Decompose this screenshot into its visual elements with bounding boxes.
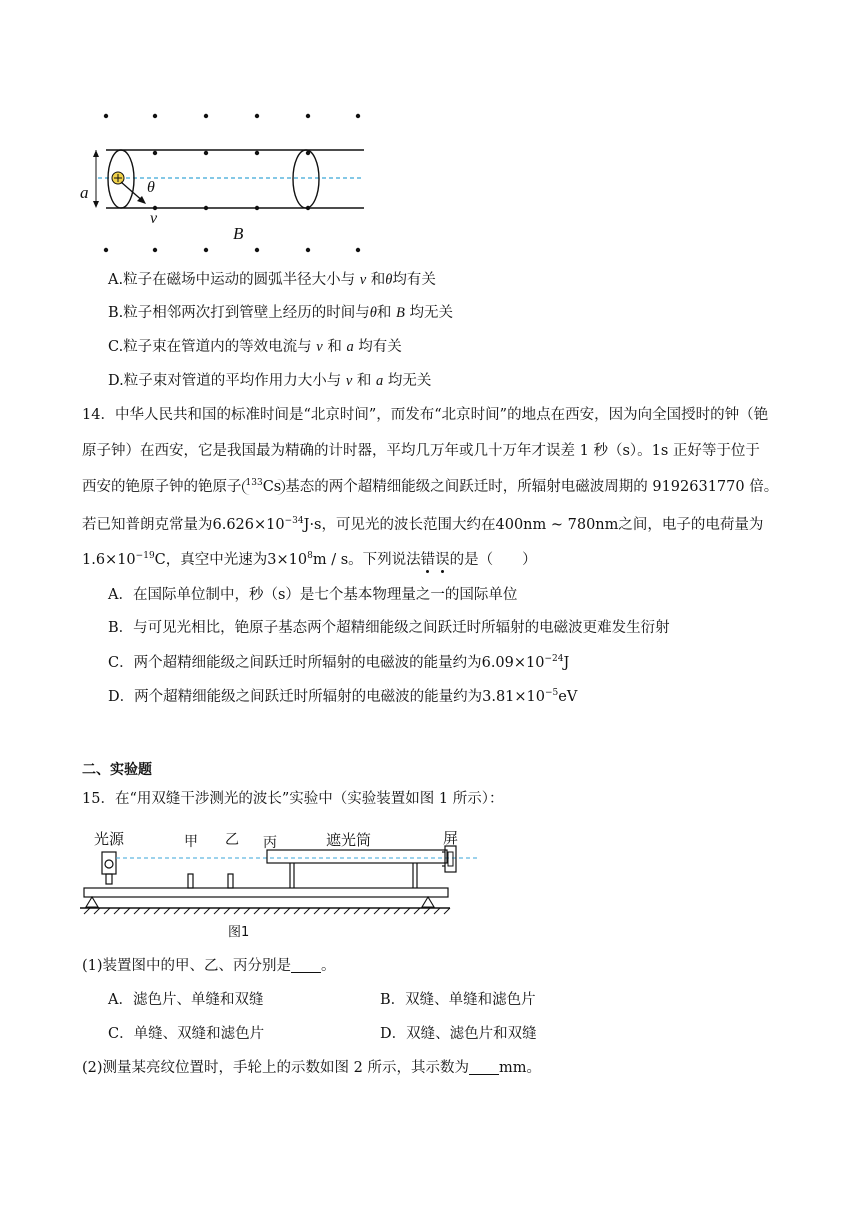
q14-line-4: 若已知普朗克常量为$6.626\times 10^{-34}J\cdot s$，可见光的波长范围大约在400nm ~ 780nm之间，电子的电荷量为	[82, 516, 764, 533]
q15-option-b: B．双缝、单缝和滤色片	[380, 992, 536, 1008]
section-heading: 二、实验题	[82, 762, 152, 778]
magnetic-pipe-figure	[70, 98, 380, 258]
q14-option-b: B．与可见光相比，铯原子基态两个超精细能级之间跃迁时所辐射的电磁波更难发生衍射	[108, 620, 670, 636]
label-B: B	[233, 224, 244, 243]
q13-option-b: B.粒子相邻两次打到管壁上经历的时间与θ和 B 均无关	[108, 305, 453, 321]
q13-option-a: A.粒子在磁场中运动的圆弧半径大小与 v 和θ均有关	[108, 272, 436, 288]
q15-option-a: A．滤色片、单缝和双缝	[108, 992, 264, 1008]
q14-option-a: A．在国际单位制中，秒（s）是七个基本物理量之一的国际单位	[108, 587, 518, 603]
q13-option-d: D.粒子束对管道的平均作用力大小与 v 和 a 均无关	[108, 373, 432, 389]
answer-blank-2[interactable]	[469, 1060, 499, 1075]
q14-line-2: 原子钟）在西安，它是我国最为精确的计时器，平均几万年或几十万年才误差 1 秒（s）。1s 正好等于位于	[82, 443, 760, 459]
q15-option-d: D．双缝、滤色片和双缝	[380, 1026, 537, 1042]
answer-blank-1[interactable]	[291, 958, 321, 973]
field-dots	[104, 114, 360, 252]
q15-option-c: C．单缝、双缝和滤色片	[108, 1026, 265, 1042]
double-slit-apparatus-figure	[80, 822, 490, 944]
label-v: v	[150, 210, 158, 227]
label-tube: 遮光筒	[326, 831, 372, 849]
label-jia: 甲	[184, 834, 198, 850]
label-a: a	[80, 183, 89, 202]
q14-option-d: D．两个超精细能级之间跃迁时所辐射的电磁波的能量约为$3.81\times 10^{-5}eV$	[108, 688, 578, 705]
q15-sub1: (1)装置图中的甲、乙、丙分别是 。	[82, 958, 336, 974]
q13-option-c: C.粒子束在管道内的等效电流与 v 和 a 均有关	[108, 339, 402, 355]
cesium-isotope: $^{133}$Cs	[242, 479, 286, 495]
label-screen: 屏	[443, 829, 459, 847]
q14-option-c: C．两个超精细能级之间跃迁时所辐射的电磁波的能量约为$6.09\times 10^{-24}J$	[108, 654, 570, 671]
q15-sub2: (2)测量某亮纹位置时，手轮上的示数如图 2 所示，其示数为 mm。	[82, 1060, 541, 1076]
label-light-source: 光源	[94, 830, 125, 848]
q14-line-1: 14．中华人民共和国的标准时间是“北京时间”，而发布“北京时间”的地点在西安，因为向全国授时的钟（铯	[82, 407, 769, 423]
figure-caption: 图1	[228, 925, 250, 940]
label-theta: θ	[147, 179, 155, 196]
q15-intro: 15．在“用双缝干涉测光的波长”实验中（实验装置如图 1 所示）：	[82, 791, 504, 807]
q14-line-3: 西安的铯原子钟的铯原子 $^{133}$Cs 基态的两个超精细能级之间跃迁时，所辐射电磁波周期的 9192631770 倍。	[82, 478, 779, 495]
label-yi: 乙	[225, 832, 239, 848]
label-bing: 丙	[263, 835, 277, 851]
q14-line-5: $1.6\times 10^{-19}C$，真空中光速为$3\times 10^8m / s$。下列说法错误的是（ ）	[82, 551, 537, 568]
